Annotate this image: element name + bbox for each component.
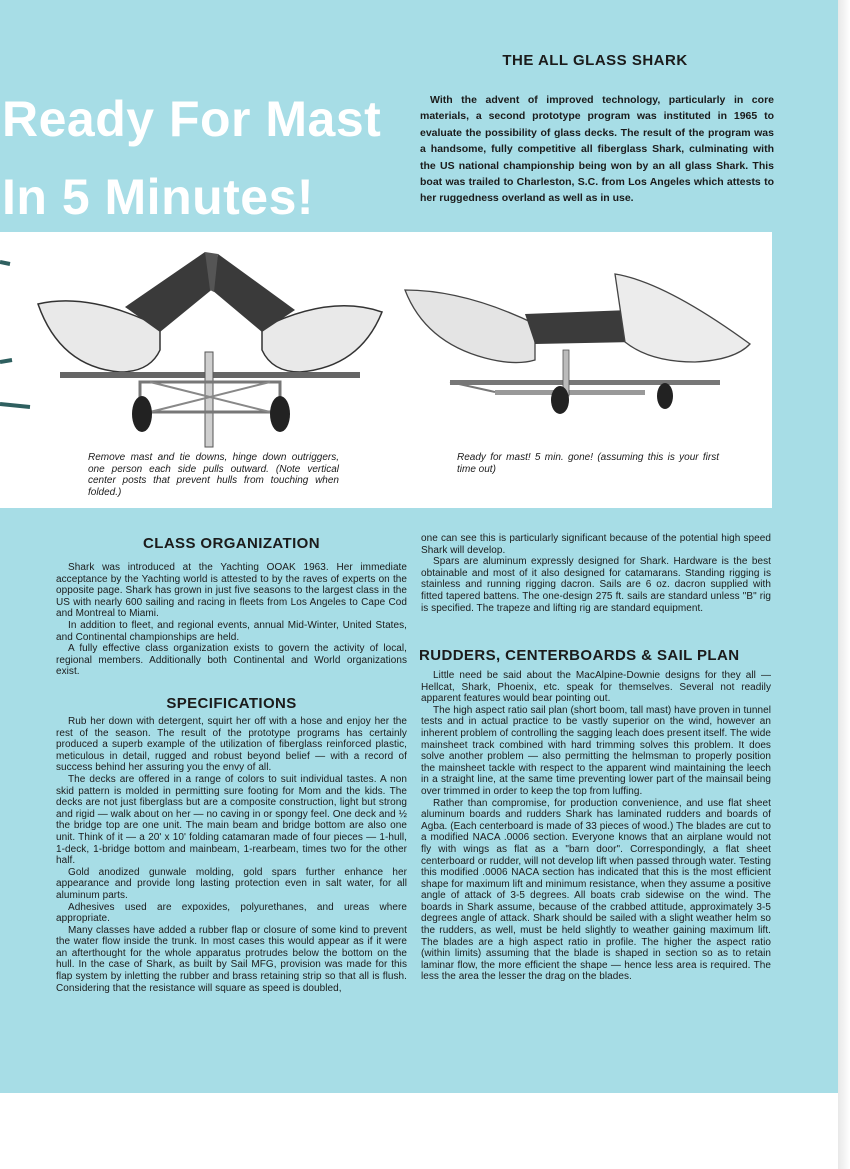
folded-catamaran-photo [0, 232, 400, 452]
left-column [56, 562, 407, 678]
rudders-paragraph: Little need be said about the MacAlpine-Downie designs for they all — Hellcat, Shark, Phoenix, etc. speak for themselves. Several not readily apparent features would bear pointing out. [421, 670, 771, 705]
spec-continued-paragraph: one can see this is particularly significant because of the potential high speed Shark will develop. [421, 533, 771, 556]
spec-paragraph: Many classes have added a rubber flap or closure of some kind to prevent the water flow inside the trunk. In most cases this would appear as if it were an afterthought for the whole apparatus protrudes below the bottom on the hull. In the case of Shark, as built by Sail MFG, provision was made for this flap system by inletting the rubber and brass retaining strip so that all is flush. Considering that the resistance will square as speed is doubled, [56, 924, 407, 994]
specifications-title: SPECIFICATIONS [166, 695, 297, 712]
rudders-paragraph: Rather than compromise, for production convenience, and use flat sheet aluminum boards and rudders Shark has laminated rudders and boards of Agba. (Each centerboard is made of 33 pieces of wood.) The blades are cut to a modified NACA .0006 section. Everyone knows that an airplane would not fly with wings as flat as a "barn door". Correspondingly, a flat sheet centerboard or rudder, will not develop lift when passed through water. Testing this modified .0006 NACA section has indicated that this is the most efficient shape for maximum lift and minimum resistance, when they assume a positive angle of attack of 3-5 degrees. All boats crab sidewise on the wind. The boards in Shark assume, because of the crabbed attitude, approximately 3-5 degrees angle of attack. Shark should be sailed with a slight weather helm so the rudders, as well, must be held slightly to weather gaining maximum lift. The blades are a high aspect ratio in profile. The higher the aspect ratio (within limits) assuming that the blade is shaped in section so as to retain laminar flow, the more efficient the shape — hence less area is required. The less the area the lesser the drag on the blades. [421, 797, 771, 983]
all-glass-shark-body: With the advent of improved technology, particularly in core materials, a second prototype program was instituted in 1965 to evaluate the possibility of glass decks. The result of the program was a handsome, fully competitive all fiberglass Shark, culminating with the US national championship being won by an all glass Shark. This boat was trailed to Charleston, S.C. from Los Angeles which attests to her ruggedness overland as well as in use. [420, 94, 774, 205]
spec-continued-paragraph: Spars are aluminum expressly designed for Shark. Hardware is the best obtainable and most of it also designed for catamarans. Standing rigging is stainless and running rigging dacron. Sails are 6 oz. dacron supplied with fitted tapered battens. The one-design 275 ft. sails are standard unless "B" rig is specified. The trapeze and lifting rig are standard equipment. [421, 556, 771, 614]
rudders-paragraph: The high aspect ratio sail plan (short boom, tall mast) have proven in tunnel tests and in actual practice to be vastly superior on the wind, however an inherent problem of controlling the sagging leach does present itself. The wide mainsheet track combined with hard trimming solves this problem. It does solve another problem — also permitting the helmsman to properly position the mainsheet tackle with respect to the apparent wind maintaining the leech in a straight line, at the same time preventing lower part of the mainsail being over trimmed in order to keep the top from luffing. [421, 704, 771, 797]
headline [2, 80, 412, 236]
headline-line-1: Ready For Mast [2, 91, 382, 147]
class-organization-title: CLASS ORGANIZATION [143, 535, 320, 552]
class-org-paragraph: In addition to fleet, and regional events, annual Mid-Winter, United States, and Continental championships are held. [56, 619, 407, 643]
rudders-centerboards-sail-plan-title: RUDDERS, CENTERBOARDS & SAIL PLAN [419, 647, 740, 664]
photo-caption-left: Remove mast and tie downs, hinge down outriggers, one person each side pulls outward. (Note vertical center posts that prevent hulls from touching when folded.) [88, 452, 339, 498]
ready-for-mast-photo [395, 262, 765, 452]
all-glass-shark-title: THE ALL GLASS SHARK [502, 52, 688, 69]
class-org-paragraph: Shark was introduced at the Yachting OOAK 1963. Her immediate acceptance by the Yachting world is attested to by the raves of experts on the opposite page. Shark has grown in just five seasons to the largest class in the US with nearly 600 sailing and racing in fleets from Los Angeles to Cape Cod and Montreal to Miami. [56, 562, 407, 620]
headline-line-2: In 5 Minutes! [2, 169, 315, 225]
page-edge [838, 0, 850, 1169]
photo-band [0, 232, 772, 508]
spec-paragraph: The decks are offered in a range of colors to suit individual tastes. A non skid pattern is molded in permitting sure footing for Mom and the kids. The decks are not just fiberglass but are a composite construction, light but strong and rigid — walk about on her — no caving in or spongy feel. One deck and ½ the bridge top are one unit. The main beam and bridge bottom are also one unit. Think of it — a 20' x 10' folding catamaran made of four pieces — 1-hull, 1-deck, 1-bridge bottom and mainbeam, 1-rearbeam, times two for the other half. [56, 773, 407, 867]
specifications-column [56, 716, 407, 994]
photo-caption-right: Ready for mast! 5 min. gone! (assuming this is your first time out) [457, 452, 719, 475]
class-org-paragraph: A fully effective class organization exists to govern the activity of local, regional members. Additionally both Continental and World organizations exist. [56, 643, 407, 678]
spec-paragraph: Adhesives used are expoxides, polyurethanes, and ureas where appropriate. [56, 901, 407, 925]
right-column-continued [421, 533, 771, 614]
rudders-column [421, 670, 771, 983]
spec-paragraph: Rub her down with detergent, squirt her off with a hose and enjoy her the rest of the season. The result of the prototype programs has certainly produced a superb example of the utilization of fiberglass reinforced plastic, meticulous in detail, rugged and robust beyond belief — with a record of success behind her assuring you the envy of all. [56, 716, 407, 774]
spec-paragraph: Gold anodized gunwale molding, gold spars further enhance her appearance and provide long lasting protection even in salt water, for all aluminum parts. [56, 866, 407, 901]
